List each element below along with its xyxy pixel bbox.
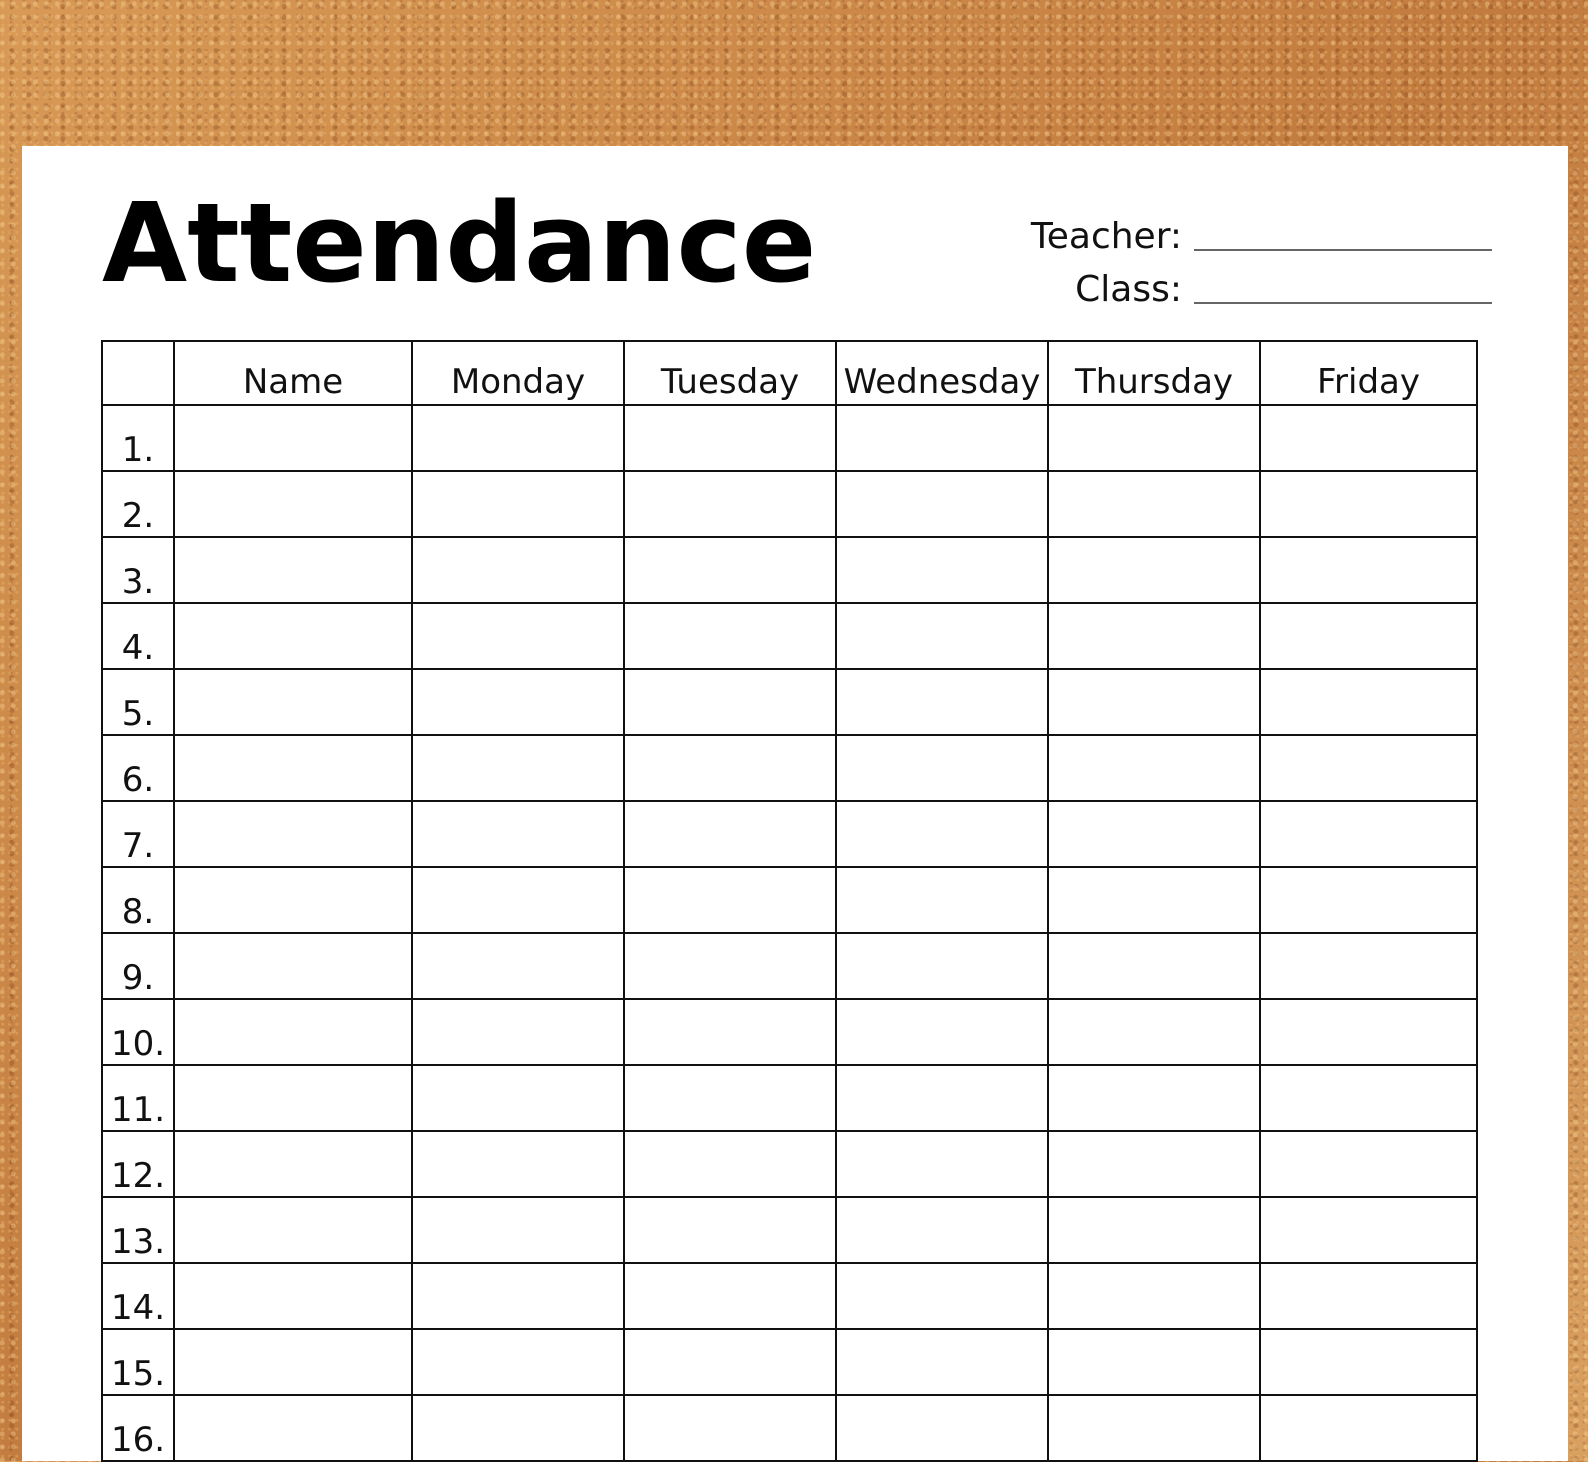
wednesday-cell[interactable]	[836, 537, 1048, 603]
wednesday-cell[interactable]	[836, 933, 1048, 999]
thursday-cell[interactable]	[1048, 999, 1260, 1065]
friday-cell[interactable]	[1260, 735, 1477, 801]
thursday-cell[interactable]	[1048, 1131, 1260, 1197]
column-header-tuesday: Tuesday	[624, 341, 836, 405]
name-cell[interactable]	[174, 1065, 412, 1131]
tuesday-cell[interactable]	[624, 1329, 836, 1395]
row-number: 10.	[102, 999, 174, 1065]
wednesday-cell[interactable]	[836, 1065, 1048, 1131]
tuesday-cell[interactable]	[624, 999, 836, 1065]
friday-cell[interactable]	[1260, 405, 1477, 471]
friday-cell[interactable]	[1260, 801, 1477, 867]
friday-cell[interactable]	[1260, 1329, 1477, 1395]
wednesday-cell[interactable]	[836, 1395, 1048, 1461]
thursday-cell[interactable]	[1048, 471, 1260, 537]
monday-cell[interactable]	[412, 735, 624, 801]
row-number: 13.	[102, 1197, 174, 1263]
row-number: 6.	[102, 735, 174, 801]
thursday-cell[interactable]	[1048, 867, 1260, 933]
row-number: 11.	[102, 1065, 174, 1131]
wednesday-cell[interactable]	[836, 867, 1048, 933]
row-number: 15.	[102, 1329, 174, 1395]
thursday-cell[interactable]	[1048, 669, 1260, 735]
monday-cell[interactable]	[412, 999, 624, 1065]
tuesday-cell[interactable]	[624, 405, 836, 471]
column-header-friday: Friday	[1260, 341, 1477, 405]
name-cell[interactable]	[174, 669, 412, 735]
thursday-cell[interactable]	[1048, 603, 1260, 669]
monday-cell[interactable]	[412, 1197, 624, 1263]
table-row	[102, 1197, 1477, 1263]
thursday-cell[interactable]	[1048, 735, 1260, 801]
monday-cell[interactable]	[412, 1131, 624, 1197]
friday-cell[interactable]	[1260, 603, 1477, 669]
column-header-wednesday: Wednesday	[836, 341, 1048, 405]
table-row	[102, 537, 1477, 603]
name-cell[interactable]	[174, 999, 412, 1065]
name-cell[interactable]	[174, 1263, 412, 1329]
table-row	[102, 1263, 1477, 1329]
tuesday-cell[interactable]	[624, 1197, 836, 1263]
row-number: 16.	[102, 1395, 174, 1461]
table-row	[102, 1131, 1477, 1197]
name-cell[interactable]	[174, 933, 412, 999]
table-row	[102, 1395, 1477, 1461]
class-row	[1012, 255, 1492, 308]
name-cell[interactable]	[174, 603, 412, 669]
row-number: 14.	[102, 1263, 174, 1329]
name-cell[interactable]	[174, 735, 412, 801]
monday-cell[interactable]	[412, 405, 624, 471]
tuesday-cell[interactable]	[624, 471, 836, 537]
table-row	[102, 603, 1477, 669]
page-title: Attendance	[102, 179, 817, 307]
tuesday-cell[interactable]	[624, 735, 836, 801]
wednesday-cell[interactable]	[836, 1329, 1048, 1395]
wednesday-cell[interactable]	[836, 405, 1048, 471]
table-body	[102, 405, 1477, 1461]
thursday-cell[interactable]	[1048, 1197, 1260, 1263]
monday-cell[interactable]	[412, 933, 624, 999]
row-number: 3.	[102, 537, 174, 603]
thursday-cell[interactable]	[1048, 933, 1260, 999]
class-label: Class:	[1075, 269, 1182, 310]
friday-cell[interactable]	[1260, 1131, 1477, 1197]
monday-cell[interactable]	[412, 603, 624, 669]
teacher-label: Teacher:	[1030, 216, 1182, 257]
name-cell[interactable]	[174, 537, 412, 603]
tuesday-cell[interactable]	[624, 801, 836, 867]
monday-cell[interactable]	[412, 471, 624, 537]
table-row	[102, 801, 1477, 867]
column-header-thursday: Thursday	[1048, 341, 1260, 405]
table-row	[102, 999, 1477, 1065]
name-cell[interactable]	[174, 801, 412, 867]
tuesday-cell[interactable]	[624, 1395, 836, 1461]
monday-cell[interactable]	[412, 537, 624, 603]
name-cell[interactable]	[174, 867, 412, 933]
row-number: 5.	[102, 669, 174, 735]
name-cell[interactable]	[174, 1197, 412, 1263]
attendance-sheet	[22, 146, 1568, 1461]
monday-cell[interactable]	[412, 1263, 624, 1329]
name-cell[interactable]	[174, 1395, 412, 1461]
wednesday-cell[interactable]	[836, 471, 1048, 537]
attendance-table	[101, 340, 1478, 1462]
monday-cell[interactable]	[412, 1065, 624, 1131]
tuesday-cell[interactable]	[624, 1131, 836, 1197]
column-header-name: Name	[174, 341, 412, 405]
wednesday-cell[interactable]	[836, 669, 1048, 735]
thursday-cell[interactable]	[1048, 1395, 1260, 1461]
table-header-row	[102, 341, 1477, 405]
monday-cell[interactable]	[412, 669, 624, 735]
thursday-cell[interactable]	[1048, 1329, 1260, 1395]
friday-cell[interactable]	[1260, 669, 1477, 735]
friday-cell[interactable]	[1260, 1197, 1477, 1263]
tuesday-cell[interactable]	[624, 933, 836, 999]
tuesday-cell[interactable]	[624, 867, 836, 933]
row-number: 9.	[102, 933, 174, 999]
tuesday-cell[interactable]	[624, 1263, 836, 1329]
table-row	[102, 405, 1477, 471]
friday-cell[interactable]	[1260, 471, 1477, 537]
thursday-cell[interactable]	[1048, 1065, 1260, 1131]
row-number: 12.	[102, 1131, 174, 1197]
class-field[interactable]	[1194, 302, 1492, 304]
teacher-row	[1012, 202, 1492, 255]
wednesday-cell[interactable]	[836, 1197, 1048, 1263]
row-number: 7.	[102, 801, 174, 867]
thursday-cell[interactable]	[1048, 537, 1260, 603]
monday-cell[interactable]	[412, 1329, 624, 1395]
row-number: 1.	[102, 405, 174, 471]
name-cell[interactable]	[174, 1329, 412, 1395]
wednesday-cell[interactable]	[836, 999, 1048, 1065]
tuesday-cell[interactable]	[624, 669, 836, 735]
row-number: 4.	[102, 603, 174, 669]
friday-cell[interactable]	[1260, 1263, 1477, 1329]
wednesday-cell[interactable]	[836, 1131, 1048, 1197]
monday-cell[interactable]	[412, 867, 624, 933]
teacher-field[interactable]	[1194, 249, 1492, 251]
table-row	[102, 867, 1477, 933]
tuesday-cell[interactable]	[624, 1065, 836, 1131]
thursday-cell[interactable]	[1048, 1263, 1260, 1329]
wednesday-cell[interactable]	[836, 603, 1048, 669]
table-row	[102, 933, 1477, 999]
name-cell[interactable]	[174, 471, 412, 537]
name-cell[interactable]	[174, 1131, 412, 1197]
tuesday-cell[interactable]	[624, 603, 836, 669]
table-row	[102, 669, 1477, 735]
table-row	[102, 471, 1477, 537]
name-cell[interactable]	[174, 405, 412, 471]
wednesday-cell[interactable]	[836, 1263, 1048, 1329]
tuesday-cell[interactable]	[624, 537, 836, 603]
wednesday-cell[interactable]	[836, 735, 1048, 801]
row-number: 2.	[102, 471, 174, 537]
friday-cell[interactable]	[1260, 933, 1477, 999]
friday-cell[interactable]	[1260, 1395, 1477, 1461]
column-header-monday: Monday	[412, 341, 624, 405]
wednesday-cell[interactable]	[836, 801, 1048, 867]
thursday-cell[interactable]	[1048, 405, 1260, 471]
thursday-cell[interactable]	[1048, 801, 1260, 867]
table-row	[102, 735, 1477, 801]
sheet-meta	[1012, 202, 1492, 308]
friday-cell[interactable]	[1260, 1065, 1477, 1131]
row-number: 8.	[102, 867, 174, 933]
friday-cell[interactable]	[1260, 999, 1477, 1065]
column-header-number	[102, 341, 174, 405]
monday-cell[interactable]	[412, 801, 624, 867]
friday-cell[interactable]	[1260, 867, 1477, 933]
monday-cell[interactable]	[412, 1395, 624, 1461]
friday-cell[interactable]	[1260, 537, 1477, 603]
table-row	[102, 1065, 1477, 1131]
table-row	[102, 1329, 1477, 1395]
